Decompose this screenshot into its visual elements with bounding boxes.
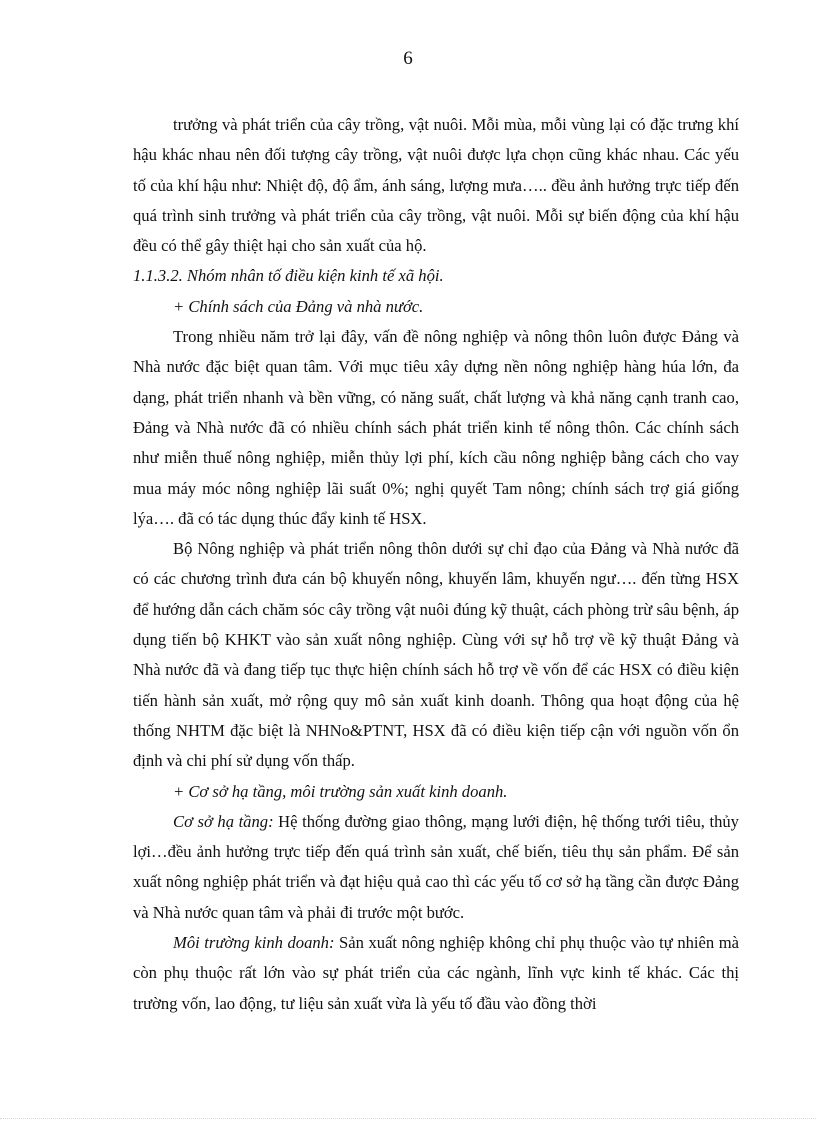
paragraph-infrastructure bbox=[133, 807, 739, 928]
document-body bbox=[133, 110, 739, 1019]
paragraph-business-environment bbox=[133, 928, 739, 1019]
paragraph-text: Hệ thống đường giao thông, mạng lưới điện, hệ thống tưới tiêu, thủy lợi…đều ảnh hưởng trực tiếp đến quá trình sản xuất, chế biến, tiêu thụ sản phẩm. Để sản xuất nông nghiệp phát triển và đạt hiệu quả cao thì các yếu tố cơ sở hạ tầng cần được Đảng và Nhà nước quan tâm và phải đi trước một bước. bbox=[133, 811, 739, 922]
subsection-heading-text: + Chính sách của Đảng và nhà nước. bbox=[173, 296, 424, 316]
section-heading bbox=[133, 261, 739, 291]
paragraph-agriculture-ministry bbox=[133, 534, 739, 776]
paragraph-lead: Cơ sở hạ tầng: bbox=[173, 811, 274, 831]
paragraph-lead: Môi trường kinh doanh: bbox=[173, 933, 335, 953]
paragraph-policy bbox=[133, 322, 739, 534]
page-number: 6 bbox=[403, 48, 413, 69]
subsection-heading-infrastructure bbox=[133, 777, 739, 807]
page-bottom-divider bbox=[0, 1118, 816, 1119]
paragraph-climate-impact bbox=[133, 110, 739, 261]
paragraph-text: Sản xuất nông nghiệp không chỉ phụ thuộc vào tự nhiên mà còn phụ thuộc rất lớn vào sự phát triển của các ngành, lĩnh vực kinh tế khác. Các thị trường vốn, lao động, tư liệu sản xuất vừa là yếu tố đầu vào đồng thời bbox=[133, 933, 739, 1013]
subsection-heading-policy bbox=[133, 292, 739, 322]
section-heading-text: 1.1.3.2. Nhóm nhân tố điều kiện kinh tế xã hội. bbox=[133, 266, 444, 286]
paragraph-text: Trong nhiều năm trở lại đây, vấn đề nông nghiệp và nông thôn luôn được Đảng và Nhà nước đặc biệt quan tâm. Với mục tiêu xây dựng nền nông nghiệp hàng húa lớn, đa dạng, phát triển nhanh và bền vững, có năng suất, chất lượng và khả năng cạnh tranh cao, Đảng và Nhà nước đã có nhiều chính sách phát triển kinh tế nông thôn. Các chính sách như miễn thuế nông nghiệp, miễn thủy lợi phí, kích cầu nông nghiệp bằng cách cho vay mua máy móc nông nghiệp lãi suất 0%; nghị quyết Tam nông; chính sách trợ giá giống lýa…. đã có tác dụng thúc đẩy kinh tế HSX. bbox=[133, 327, 739, 528]
paragraph-text: Bộ Nông nghiệp và phát triển nông thôn dưới sự chỉ đạo của Đảng và Nhà nước đã có các chương trình đưa cán bộ khuyến nông, khuyến lâm, khuyến ngư…. đến từng HSX để hướng dẫn cách chăm sóc cây trồng vật nuôi đúng kỹ thuật, cách phòng trừ sâu bệnh, áp dụng tiến bộ KHKT vào sản xuất nông nghiệp. Cùng với sự hỗ trợ về kỹ thuật Đảng và Nhà nước đã và đang tiếp tục thực hiện chính sách hỗ trợ về vốn để các HSX có điều kiện tiến hành sản xuất, mở rộng quy mô sản xuất kinh doanh. Thông qua hoạt động của hệ thống NHTM đặc biệt là NHNo&PTNT, HSX đã có điều kiện tiếp cận với nguồn vốn ổn định và chi phí sử dụng vốn thấp. bbox=[133, 539, 739, 771]
subsection-heading-text: + Cơ sở hạ tầng, môi trường sản xuất kinh doanh. bbox=[173, 781, 508, 801]
paragraph-text: trưởng và phát triển của cây trồng, vật nuôi. Mỗi mùa, mỗi vùng lại có đặc trưng khí hậu khác nhau nên đối tượng cây trồng, vật nuôi được lựa chọn cũng khác nhau. Các yếu tố của khí hậu như: Nhiệt độ, độ ẩm, ánh sáng, lượng mưa….. đều ảnh hưởng trực tiếp đến quá trình sinh trưởng và phát triển của cây trồng, vật nuôi. Mỗi sự biến động của khí hậu đều có thể gây thiệt hại cho sản xuất của hộ. bbox=[133, 115, 739, 256]
